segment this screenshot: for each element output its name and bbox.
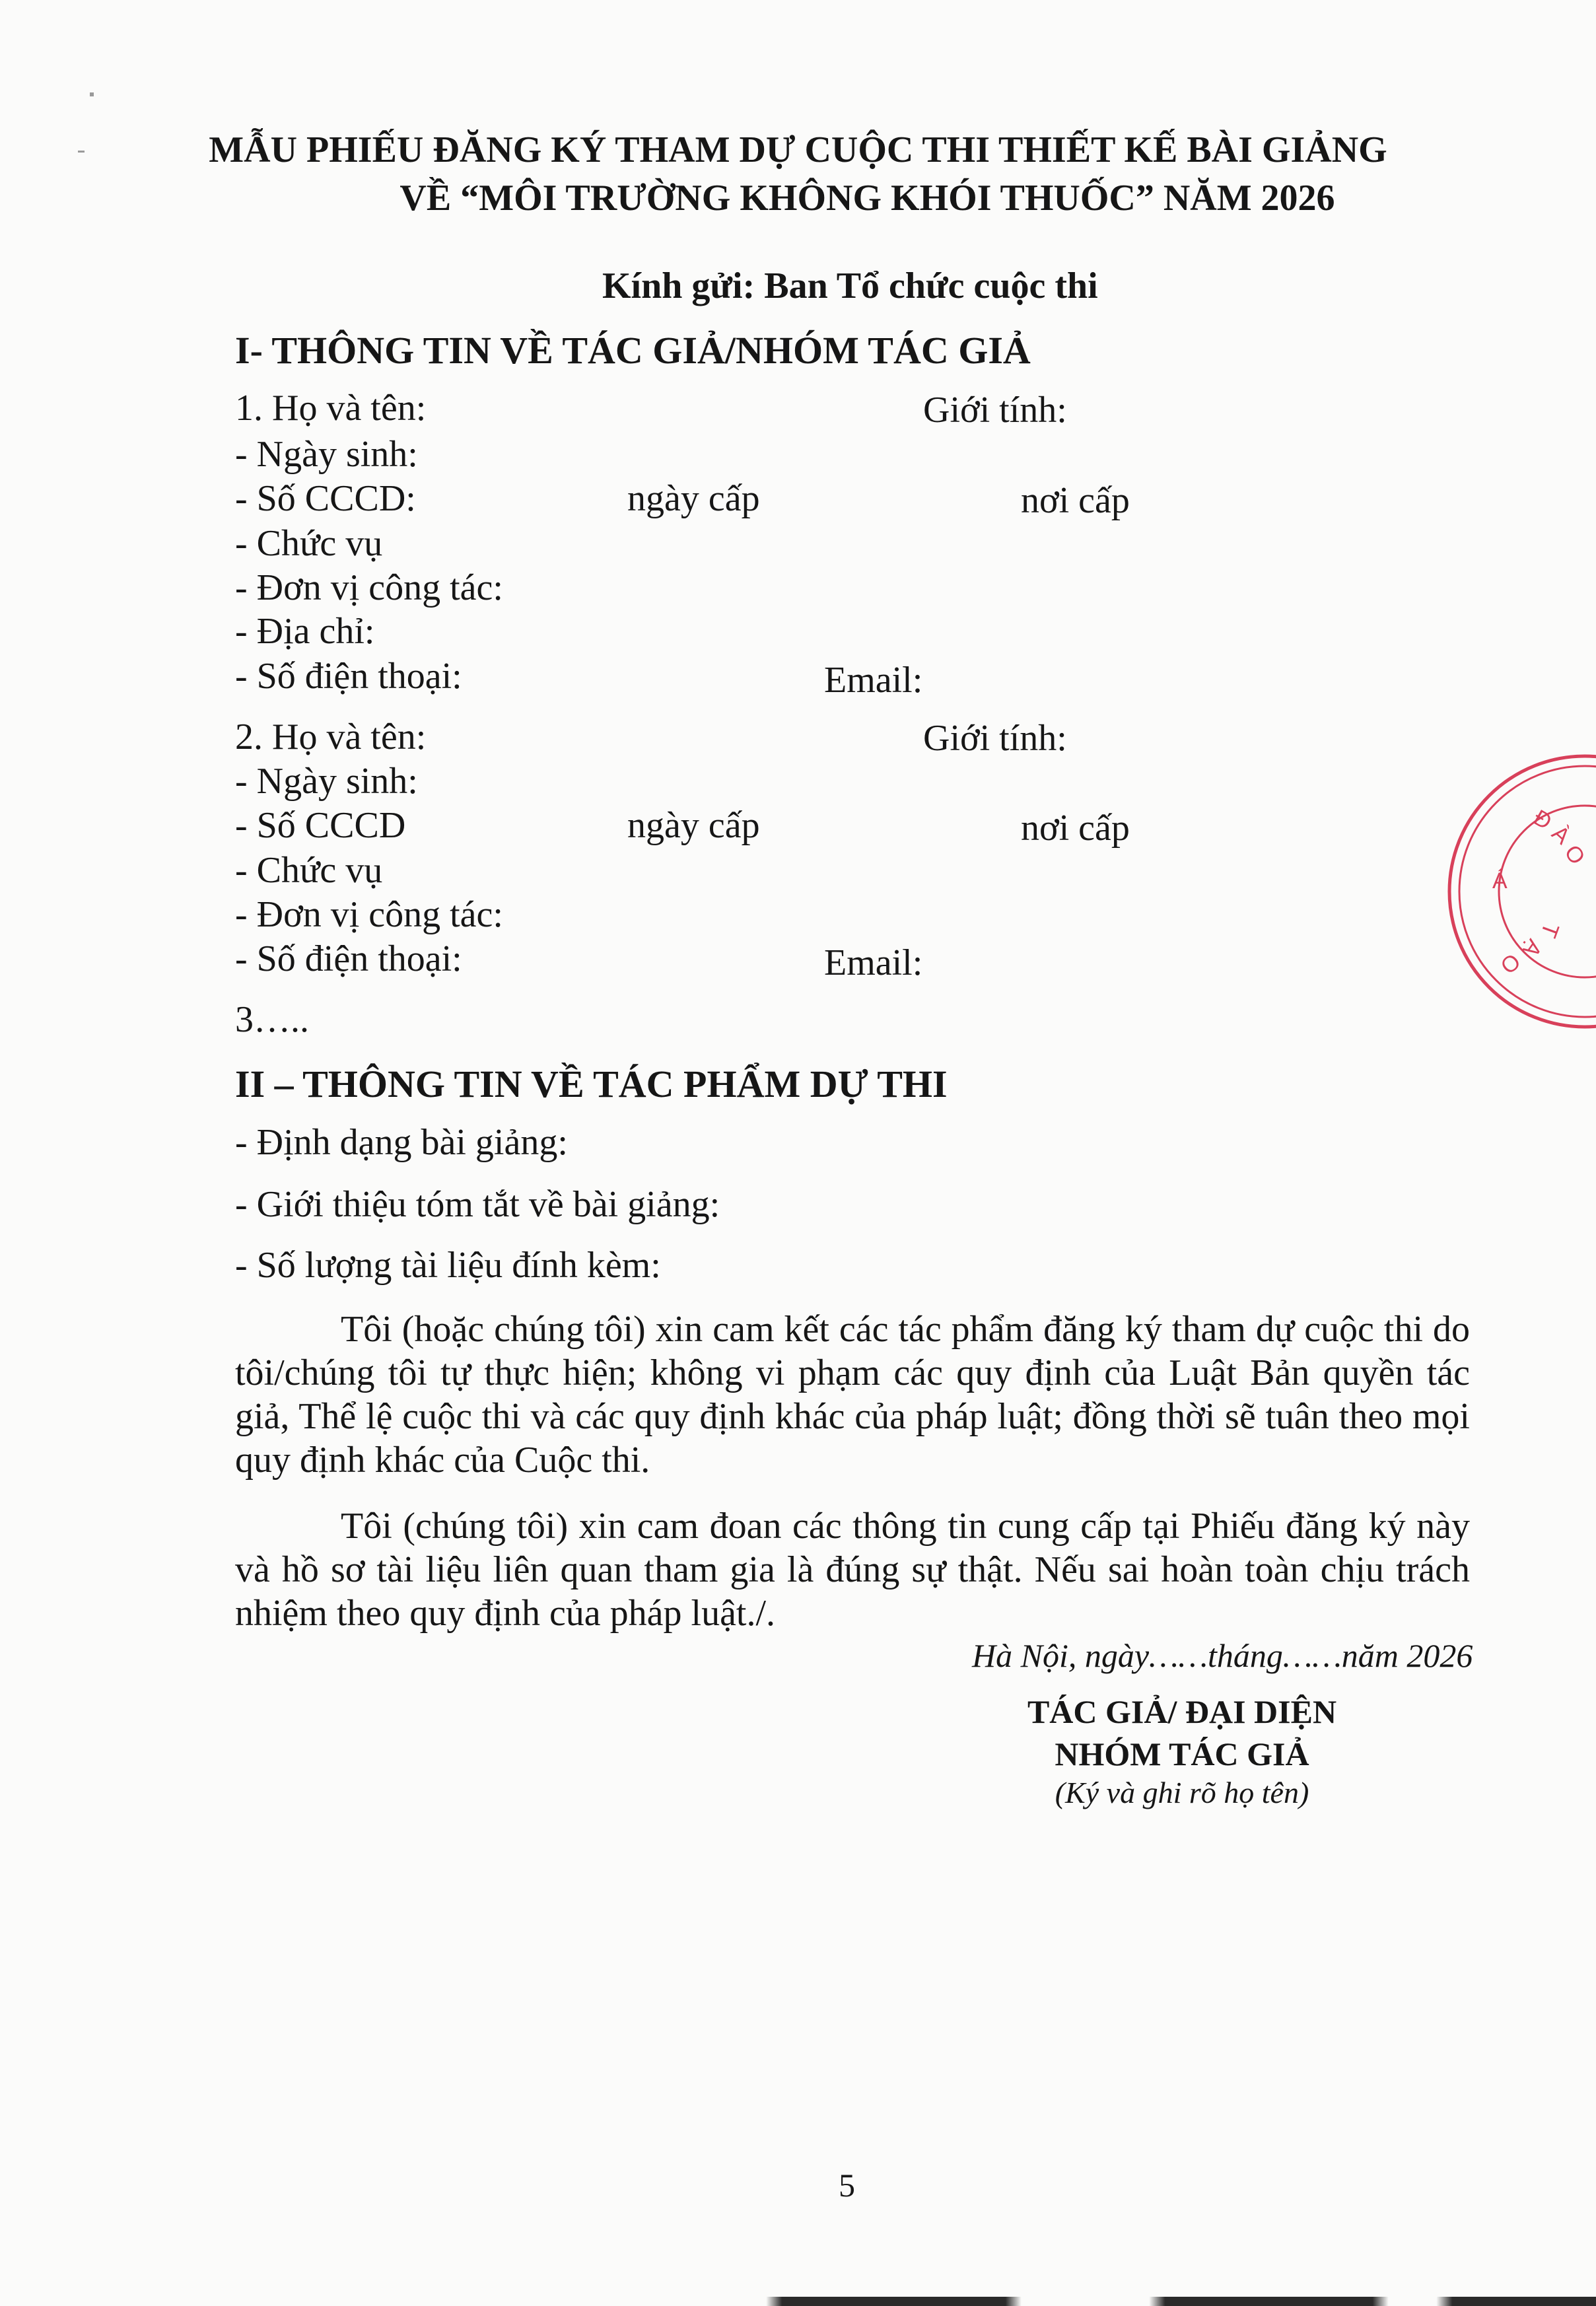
lecture-summary-label: - Giới thiệu tóm tắt về bài giảng: <box>235 1184 720 1225</box>
author1-id-label: - Số CCCD: <box>235 478 416 519</box>
author1-dob-label: - Ngày sinh: <box>235 434 418 475</box>
signature-instruction: (Ký và ghi rõ họ tên) <box>1055 1776 1309 1809</box>
lecture-format-label: - Định dạng bài giảng: <box>235 1122 568 1163</box>
form-title-line2: VỀ “MÔI TRƯỜNG KHÔNG KHÓI THUỐC” NĂM 2026 <box>399 178 1335 219</box>
author2-email-label: Email: <box>824 942 923 983</box>
author2-position-label: - Chức vụ <box>235 850 383 891</box>
author1-address-label: - Địa chỉ: <box>235 611 375 652</box>
author2-issue-place-label: nơi cấp <box>1021 808 1130 849</box>
more-authors-placeholder: 3….. <box>235 999 309 1040</box>
scan-edge-shadow <box>0 2297 1596 2306</box>
svg-text:O: O <box>1559 840 1590 870</box>
author1-issue-date-label: ngày cấp <box>627 478 760 519</box>
author2-phone-label: - Số điện thoại: <box>235 938 462 979</box>
declaration-paragraph-text: Tôi (chúng tôi) xin cam đoan các thông tin cung cấp tại Phiếu đăng ký này và hồ sơ tài liệu liên quan tham gia là đúng sự thật. Nếu sai hoàn toàn chịu trách nhiệm theo quy định của pháp luật./. <box>235 1506 1470 1634</box>
attachments-count-label: - Số lượng tài liệu đính kèm: <box>235 1245 661 1286</box>
recipient-line: Kính gửi: Ban Tổ chức cuộc thi <box>602 265 1098 306</box>
svg-text:Á: Á <box>1492 868 1508 893</box>
author2-dob-label: - Ngày sinh: <box>235 761 418 802</box>
declaration-paragraph <box>235 1504 1470 1635</box>
author2-issue-date-label: ngày cấp <box>627 805 760 846</box>
author2-name-label: 2. Họ và tên: <box>235 716 427 757</box>
author2-id-label: - Số CCCD <box>235 805 406 846</box>
commitment-paragraph <box>235 1308 1470 1482</box>
author1-gender-label: Giới tính: <box>923 390 1067 431</box>
author1-position-label: - Chức vụ <box>235 523 383 564</box>
author1-email-label: Email: <box>824 660 923 701</box>
section1-heading: I- THÔNG TIN VỀ TÁC GIẢ/NHÓM TÁC GIẢ <box>235 329 1031 372</box>
author1-issue-place-label: nơi cấp <box>1021 480 1130 521</box>
signer-role-line2: NHÓM TÁC GIẢ <box>1055 1735 1309 1772</box>
svg-text:Đ: Đ <box>1529 805 1556 835</box>
author1-name-label: 1. Họ và tên: <box>235 388 427 429</box>
author2-gender-label: Giới tính: <box>923 718 1067 759</box>
commitment-paragraph-text: Tôi (hoặc chúng tôi) xin cam kết các tác phẩm đăng ký tham dự cuộc thi do tôi/chúng tôi tự thực hiện; không vi phạm các quy định của Luật Bản quyền tác giả, Thể lệ cuộc thi và các quy định khác của pháp luật; đồng thời sẽ tuân theo mọi quy định khác của Cuộc thi. <box>235 1309 1470 1481</box>
svg-text:À: À <box>1546 820 1575 850</box>
svg-text:Ạ: Ạ <box>1517 934 1547 961</box>
form-title-line1: MẪU PHIẾU ĐĂNG KÝ THAM DỰ CUỘC THI THIẾT KẾ BÀI GIẢNG <box>209 129 1387 170</box>
svg-text:O: O <box>1495 948 1525 979</box>
signer-role-line1: TÁC GIẢ/ ĐẠI DIỆN <box>1027 1693 1337 1730</box>
official-seal <box>1446 753 1596 1030</box>
page-number: 5 <box>839 2167 855 2204</box>
svg-text:T: T <box>1535 919 1564 941</box>
author1-workplace-label: - Đơn vị công tác: <box>235 567 503 608</box>
place-date-line: Hà Nội, ngày……tháng……năm 2026 <box>972 1637 1473 1674</box>
section2-heading: II – THÔNG TIN VỀ TÁC PHẨM DỰ THI <box>235 1063 948 1105</box>
author1-phone-label: - Số điện thoại: <box>235 656 462 697</box>
author2-workplace-label: - Đơn vị công tác: <box>235 894 503 935</box>
scan-mark <box>90 92 94 96</box>
